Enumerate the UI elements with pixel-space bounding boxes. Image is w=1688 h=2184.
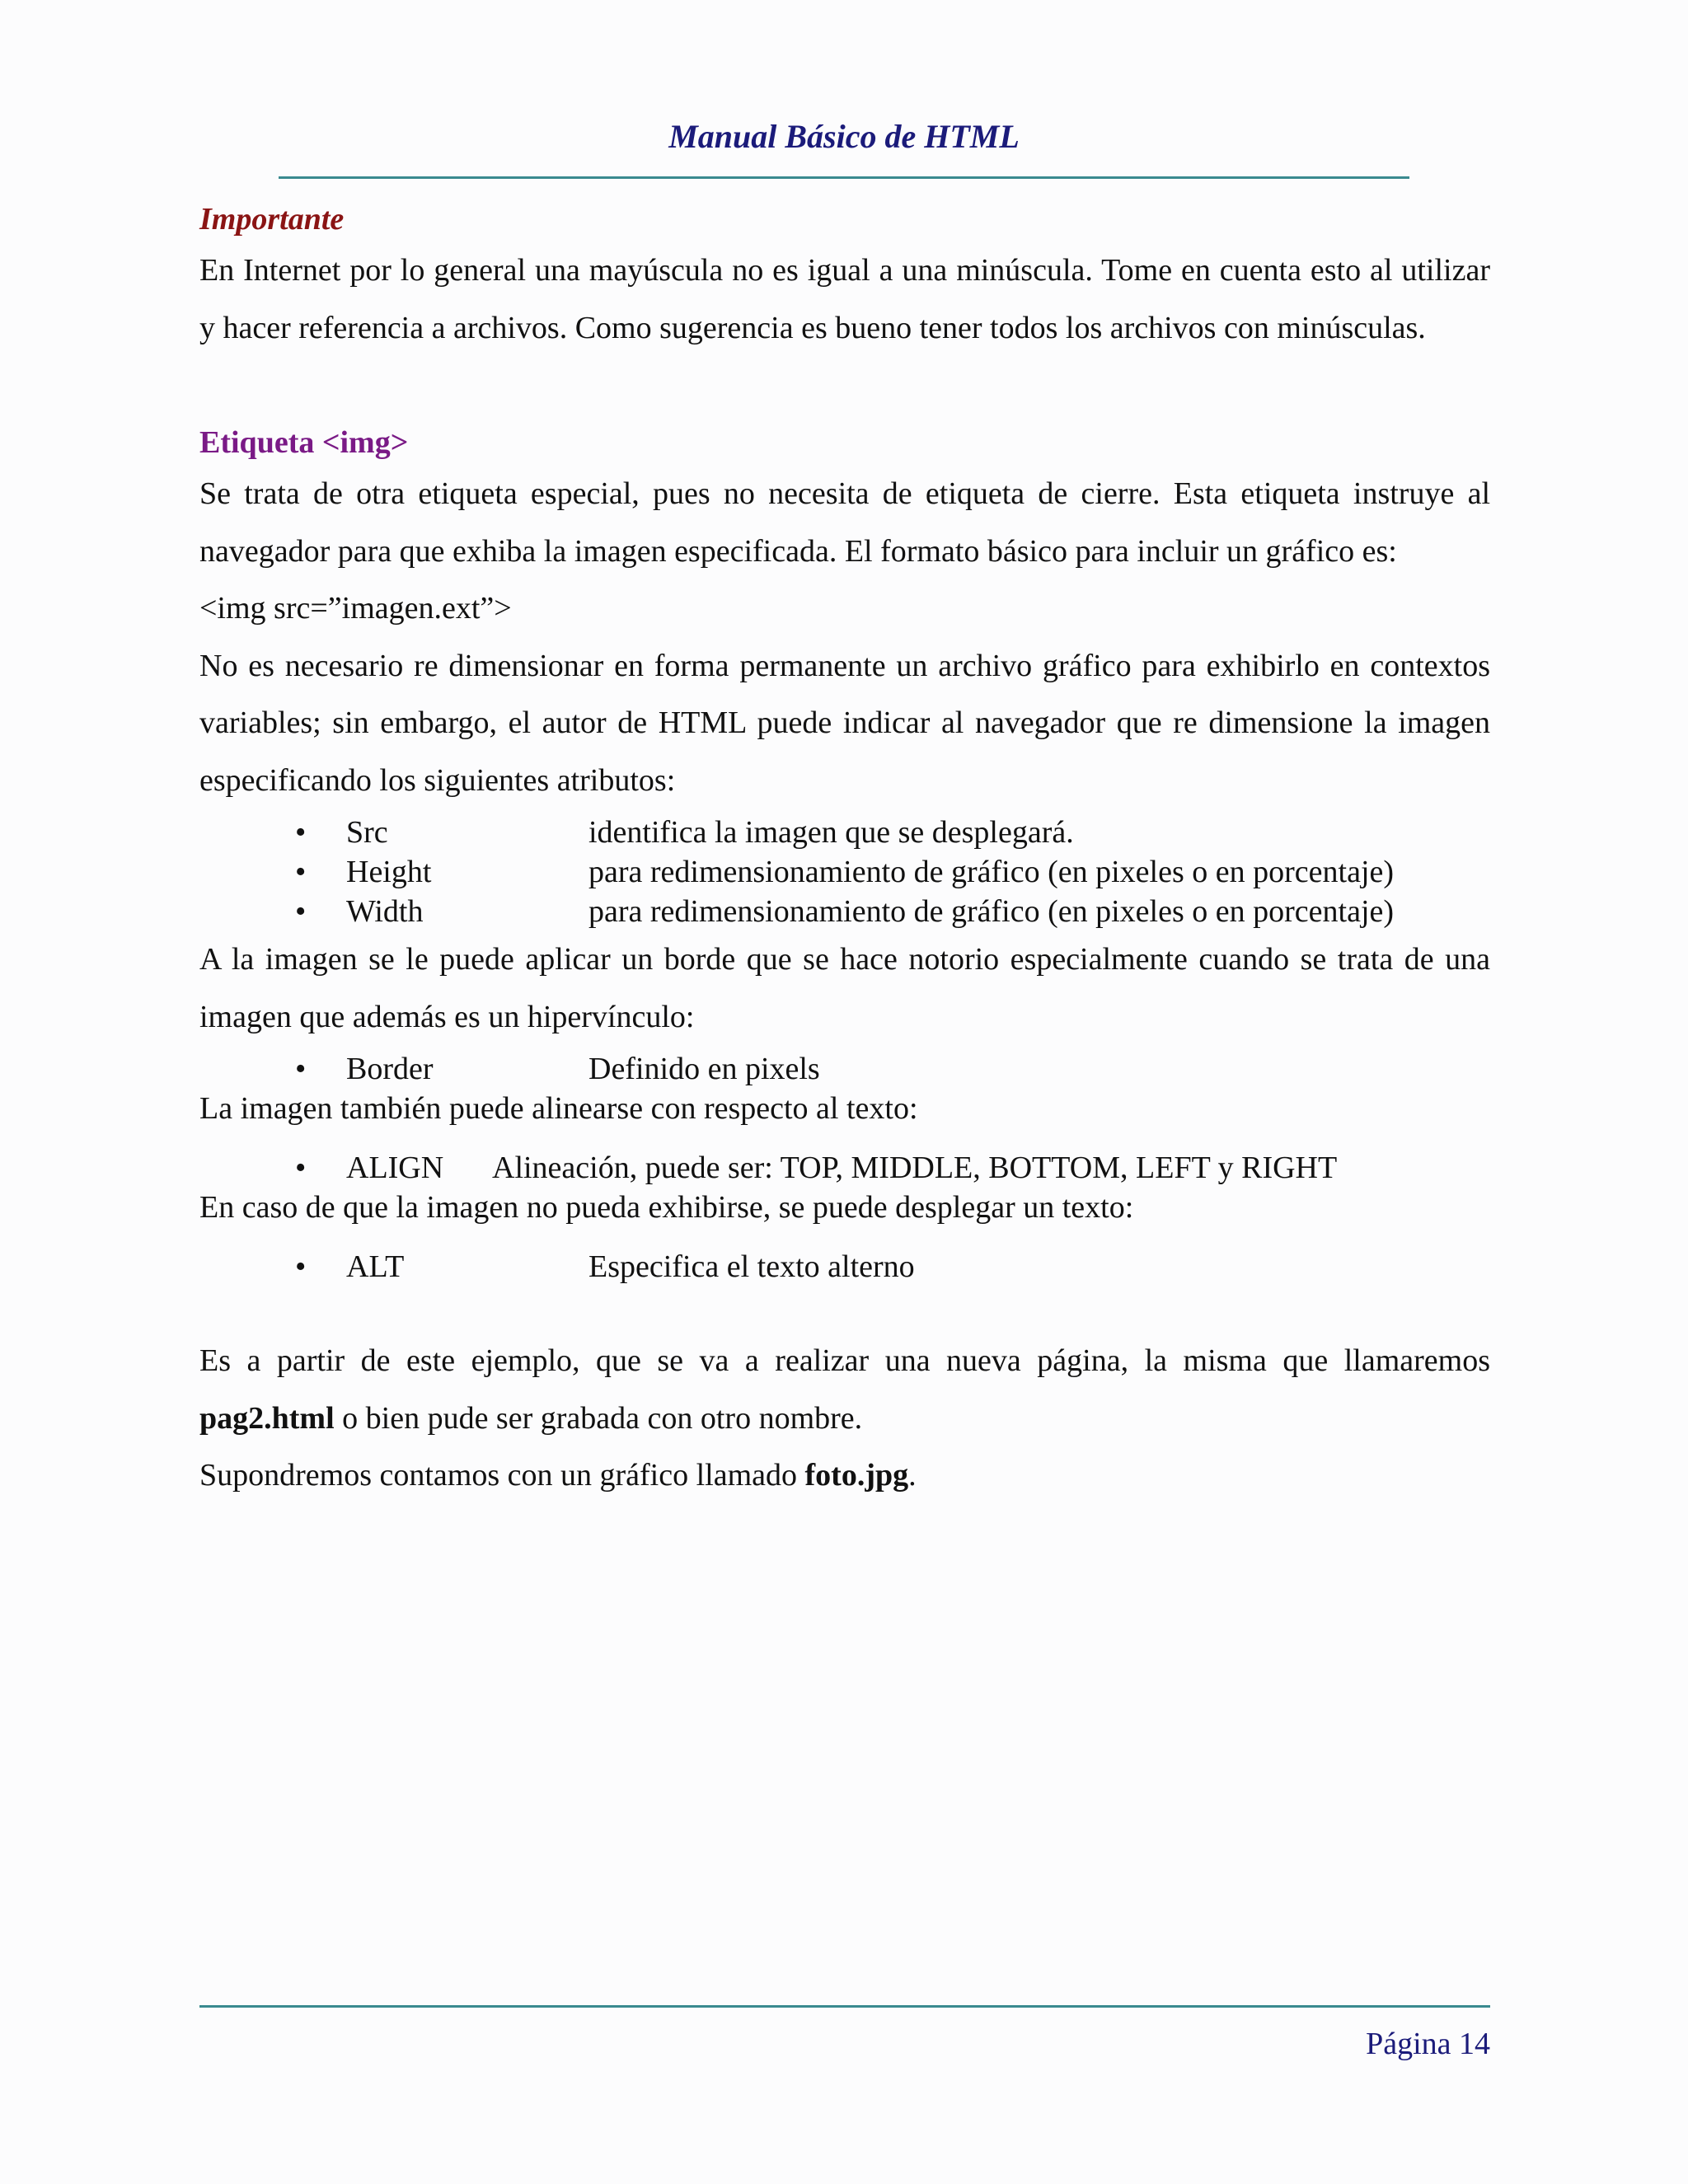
list-item	[199, 892, 1490, 931]
importante-heading: Importante	[199, 202, 345, 237]
example-text-end: o bien pude ser grabada con otro nombre.	[334, 1400, 863, 1436]
resize-paragraph: No es necesario re dimensionar en forma permanente un archivo gráfico para exhibirlo en contextos variables; sin embargo, el autor de HTML puede indicar al navegador que re dimensione la imagen especificando los siguientes atributos:	[199, 648, 1490, 798]
border-paragraph: A la imagen se le puede aplicar un borde que se hace notorio especialmente cuando se trata de una imagen que además es un hipervínculo:	[199, 942, 1490, 1034]
attribute-term: ALT	[346, 1249, 405, 1284]
attribute-term: ALIGN	[346, 1151, 444, 1185]
attribute-desc: para redimensionamiento de gráfico (en pixeles o en porcentaje)	[588, 855, 1395, 889]
importante-paragraph: En Internet por lo general una mayúscula no es igual a una minúscula. Tome en cuenta esto al utilizar y hacer referencia a archivos. Como sugerencia es bueno tener todos los archivos con minúsculas.	[199, 253, 1490, 345]
attribute-term: Width	[346, 894, 424, 929]
list-item	[199, 852, 1490, 892]
page-content	[199, 196, 1490, 1505]
attribute-desc: Alineación, puede ser: TOP, MIDDLE, BOTTOM, LEFT y RIGHT	[492, 1151, 1338, 1185]
bullet-icon: •	[295, 855, 307, 889]
example-paragraph	[199, 1333, 1490, 1447]
bullet-icon: •	[295, 1249, 307, 1284]
list-item	[199, 1148, 1490, 1188]
page-number: Página 14	[1366, 2027, 1490, 2061]
attribute-term: Border	[346, 1052, 434, 1086]
graphic-filename: foto.jpg	[804, 1458, 909, 1493]
bullet-icon: •	[295, 815, 307, 850]
attribute-term: Height	[346, 855, 432, 889]
footer-divider	[199, 2005, 1490, 2008]
graphic-paragraph	[199, 1447, 1490, 1505]
example-text-start: Es a partir de este ejemplo, que se va a realizar una nueva página, la misma que llamaremos	[199, 1343, 1490, 1378]
list-item	[199, 1247, 1490, 1286]
img-code-example: <img src=”imagen.ext”>	[199, 591, 512, 626]
attribute-desc: para redimensionamiento de gráfico (en pixeles o en porcentaje)	[588, 894, 1395, 929]
bullet-icon: •	[295, 1151, 307, 1185]
graphic-text-end: .	[908, 1458, 917, 1493]
align-paragraph: La imagen también puede alinearse con respecto al texto:	[199, 1091, 918, 1126]
alt-attributes-list	[199, 1247, 1490, 1286]
header-divider	[279, 176, 1409, 179]
example-filename: pag2.html	[199, 1400, 335, 1436]
attribute-desc: Definido en pixels	[588, 1052, 820, 1086]
resize-attributes-list	[199, 813, 1490, 931]
attribute-term: Src	[346, 815, 388, 850]
alt-paragraph: En caso de que la imagen no pueda exhibirse, se puede desplegar un texto:	[199, 1190, 1134, 1225]
attribute-desc: identifica la imagen que se desplegará.	[588, 815, 1074, 850]
border-attributes-list	[199, 1049, 1490, 1089]
img-tag-heading: Etiqueta <img>	[199, 425, 409, 460]
list-item	[199, 1049, 1490, 1089]
img-intro-paragraph: Se trata de otra etiqueta especial, pues no necesita de etiqueta de cierre. Esta etiqueta instruye al navegador para que exhiba la imagen especificada. El formato básico para incluir un gráfico es:	[199, 476, 1490, 569]
bullet-icon: •	[295, 894, 307, 929]
graphic-text-start: Supondremos contamos con un gráfico llamado	[199, 1458, 805, 1493]
attribute-desc: Especifica el texto alterno	[588, 1249, 915, 1284]
bullet-icon: •	[295, 1052, 307, 1086]
header-title: Manual Básico de HTML	[668, 118, 1020, 155]
list-item	[199, 813, 1490, 852]
align-attributes-list	[199, 1148, 1490, 1188]
